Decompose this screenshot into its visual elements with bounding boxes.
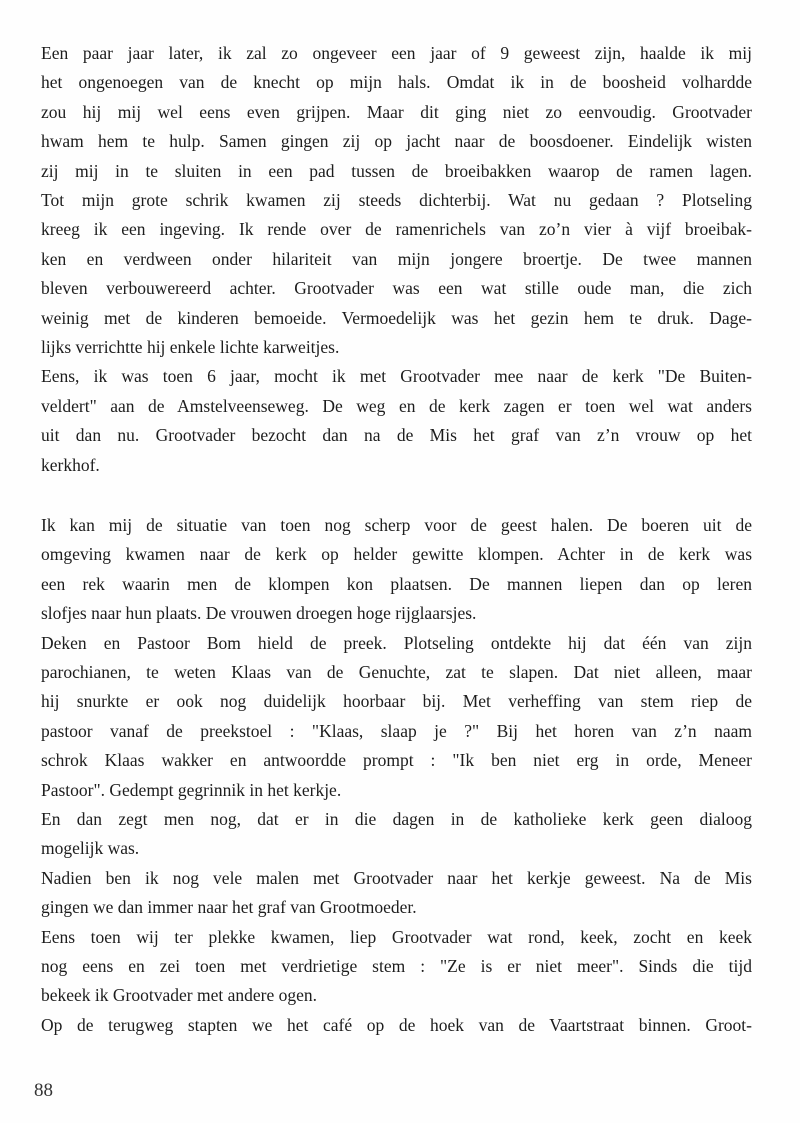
text-line: kerkhof. bbox=[41, 454, 100, 475]
text-line: zij mij in te sluiten in een pad tussen de broeibakken waarop de ramen lagen. bbox=[41, 160, 752, 181]
text-line: hij snurkte er ook nog duidelijk hoorbaar bij. Met verheffing van stem riep de bbox=[41, 691, 752, 712]
text-line: bekeek ik Grootvader met andere ogen. bbox=[41, 985, 317, 1006]
text-line: veldert" aan de Amstelveenseweg. De weg en de kerk zagen er toen wel wat anders bbox=[41, 395, 752, 416]
text-line: Nadien ben ik nog vele malen met Grootvader naar het kerkje geweest. Na de Mis bbox=[41, 867, 752, 888]
text-line: slofjes naar hun plaats. De vrouwen droegen hoge rijglaarsjes. bbox=[41, 603, 477, 624]
text-line: een rek waarin men de klompen kon plaatsen. De mannen liepen dan op leren bbox=[41, 573, 752, 594]
text-line: Eens, ik was toen 6 jaar, mocht ik met Grootvader mee naar de kerk "De Buiten- bbox=[41, 366, 752, 387]
page-number: 88 bbox=[34, 1080, 53, 1101]
text-line: Ik kan mij de situatie van toen nog scherp voor de geest halen. De boeren uit de bbox=[41, 515, 752, 535]
text-line: pastoor vanaf de preekstoel : "Klaas, slaap je ?" Bij het horen van z’n naam bbox=[41, 720, 752, 741]
text-line: uit dan nu. Grootvader bezocht dan na de Mis het graf van z’n vrouw op het bbox=[41, 425, 752, 446]
text-line: Deken en Pastoor Bom hield de preek. Plotseling ontdekte hij dat één van zijn bbox=[41, 632, 752, 653]
text-line: omgeving kwamen naar de kerk op helder gewitte klompen. Achter in de kerk was bbox=[41, 544, 752, 565]
text-line: hwam hem te hulp. Samen gingen zij op jacht naar de boosdoener. Eindelijk wisten bbox=[41, 131, 752, 152]
text-line: zou hij mij wel eens even grijpen. Maar dit ging niet zo eenvoudig. Grootvader bbox=[41, 101, 752, 122]
text-line: weinig met de kinderen bemoeide. Vermoedelijk was het gezin hem te druk. Dage- bbox=[41, 307, 752, 328]
text-line: parochianen, te weten Klaas van de Genuchte, zat te slapen. Dat niet alleen, maar bbox=[41, 662, 752, 682]
text-line: Tot mijn grote schrik kwamen zij steeds dichterbij. Wat nu gedaan ? Plotseling bbox=[41, 190, 752, 210]
text-line: kreeg ik een ingeving. Ik rende over de ramenrichels van zo’n vier à vijf broeibak- bbox=[41, 219, 752, 240]
text-line: gingen we dan immer naar het graf van Grootmoeder. bbox=[41, 897, 417, 918]
text-line: Op de terugweg stapten we het café op de hoek van de Vaartstraat binnen. Groot- bbox=[41, 1014, 752, 1035]
text-line: schrok Klaas wakker en antwoordde prompt : "Ik ben niet erg in orde, Meneer bbox=[41, 750, 752, 771]
text-line: het ongenoegen van de knecht op mijn hals. Omdat ik in de boosheid volhardde bbox=[41, 72, 752, 93]
text-line: Eens toen wij ter plekke kwamen, liep Grootvader wat rond, keek, zocht en keek bbox=[41, 926, 752, 947]
text-line: Een paar jaar later, ik zal zo ongeveer een jaar of 9 geweest zijn, haalde ik mij bbox=[41, 43, 752, 63]
text-line: Pastoor". Gedempt gegrinnik in het kerkje. bbox=[41, 779, 342, 800]
text-line: ken en verdween onder hilariteit van mijn jongere broertje. De twee mannen bbox=[41, 248, 752, 269]
text-line: bleven verbouwereerd achter. Grootvader was een wat stille oude man, die zich bbox=[41, 278, 752, 299]
text-line: mogelijk was. bbox=[41, 838, 140, 859]
text-line: En dan zegt men nog, dat er in die dagen in de katholieke kerk geen dialoog bbox=[41, 809, 752, 829]
text-line: lijks verrichtte hij enkele lichte karweitjes. bbox=[41, 337, 340, 357]
text-line: nog eens en zei toen met verdrietige stem : "Ze is er niet meer". Sinds die tijd bbox=[41, 956, 752, 976]
